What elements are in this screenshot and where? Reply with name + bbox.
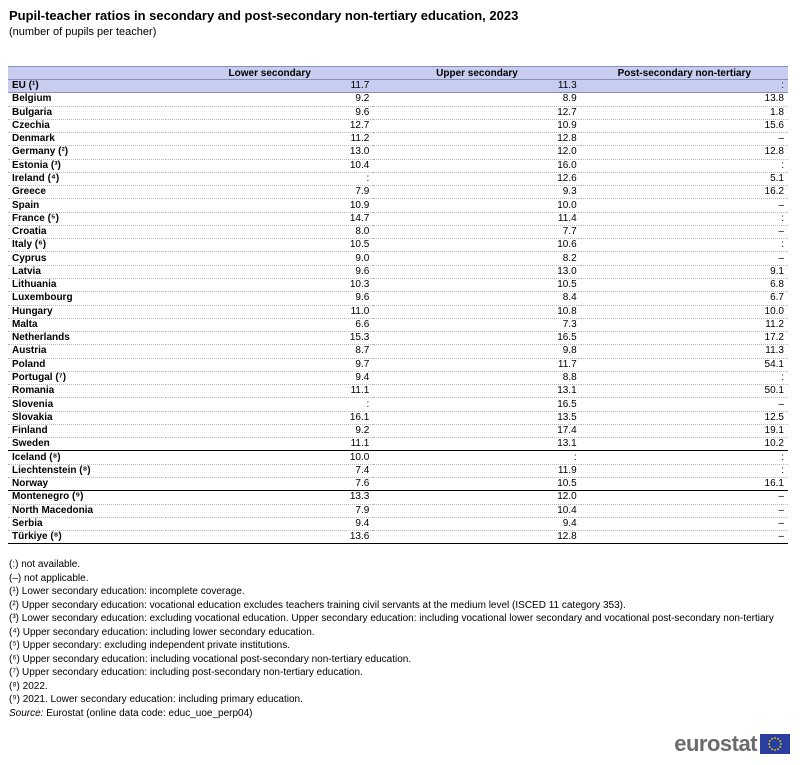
lower-secondary-cell: 12.7	[166, 119, 373, 132]
table-row	[8, 424, 788, 437]
upper-secondary-cell: 10.0	[373, 199, 580, 212]
country-cell: Malta	[8, 318, 166, 331]
country-cell: Sweden	[8, 438, 166, 451]
table-row	[8, 438, 788, 451]
lower-secondary-cell: 9.6	[166, 106, 373, 119]
upper-secondary-cell: 13.5	[373, 411, 580, 424]
upper-secondary-cell: 16.5	[373, 332, 580, 345]
flag-star	[774, 749, 776, 751]
table-row	[8, 385, 788, 398]
post-secondary-cell: 16.1	[581, 477, 788, 490]
country-cell: Romania	[8, 385, 166, 398]
header-upper-secondary: Upper secondary	[373, 67, 580, 80]
post-secondary-cell: 13.8	[581, 93, 788, 106]
post-secondary-cell: 5.1	[581, 172, 788, 185]
country-cell: Bulgaria	[8, 106, 166, 119]
country-cell: Netherlands	[8, 332, 166, 345]
table-row	[8, 106, 788, 119]
post-secondary-cell: :	[581, 80, 788, 93]
country-cell: Liechtenstein (⁸)	[8, 464, 166, 477]
footnote: (¹) Lower secondary education: incomplete coverage.	[9, 586, 245, 597]
lower-secondary-cell: 13.0	[166, 146, 373, 159]
table-row	[8, 305, 788, 318]
country-cell: Finland	[8, 424, 166, 437]
table-row	[8, 80, 788, 93]
data-table	[8, 66, 788, 544]
table-header-row	[8, 67, 788, 80]
flag-star	[779, 746, 781, 748]
table-row	[8, 464, 788, 477]
post-secondary-cell: 1.8	[581, 106, 788, 119]
footnote: (:) not available.	[9, 559, 81, 570]
lower-secondary-cell: 10.9	[166, 199, 373, 212]
post-secondary-cell: –	[581, 491, 788, 504]
post-secondary-cell: :	[581, 239, 788, 252]
flag-star	[771, 748, 773, 750]
lower-secondary-cell: :	[166, 172, 373, 185]
flag-star	[769, 746, 771, 748]
lower-secondary-cell: 11.1	[166, 385, 373, 398]
country-cell: Serbia	[8, 517, 166, 530]
table-row	[8, 504, 788, 517]
upper-secondary-cell: 12.7	[373, 106, 580, 119]
table-row	[8, 133, 788, 146]
footnote: (–) not applicable.	[9, 572, 89, 584]
source-text: Eurostat (online data code: educ_uoe_perp04)	[43, 707, 253, 719]
country-cell: Greece	[8, 186, 166, 199]
lower-secondary-cell: 9.2	[166, 93, 373, 106]
flag-star	[774, 737, 776, 739]
table-row	[8, 172, 788, 185]
country-cell: Türkiye (⁸)	[8, 531, 166, 544]
post-secondary-cell: :	[581, 451, 788, 464]
post-secondary-cell: –	[581, 398, 788, 411]
upper-secondary-cell: 13.0	[373, 265, 580, 278]
upper-secondary-cell: 8.9	[373, 93, 580, 106]
post-secondary-cell: 10.2	[581, 438, 788, 451]
lower-secondary-cell: 11.7	[166, 80, 373, 93]
table-row	[8, 212, 788, 225]
post-secondary-cell: –	[581, 517, 788, 530]
country-cell: Italy (⁶)	[8, 239, 166, 252]
post-secondary-cell: 11.2	[581, 318, 788, 331]
upper-secondary-cell: 12.0	[373, 146, 580, 159]
post-secondary-cell: :	[581, 212, 788, 225]
upper-secondary-cell: 8.4	[373, 292, 580, 305]
upper-secondary-cell: 10.8	[373, 305, 580, 318]
lower-secondary-cell: 9.7	[166, 358, 373, 371]
country-cell: Montenegro (⁹)	[8, 491, 166, 504]
post-secondary-cell: –	[581, 504, 788, 517]
table-row	[8, 451, 788, 464]
header-country	[8, 67, 166, 80]
table-row	[8, 159, 788, 172]
header-post-secondary: Post-secondary non-tertiary	[581, 67, 788, 80]
footnote: (³) Lower secondary education: excluding vocational education. Upper secondary education: including vocational lower secondary and vocational post-secondary non-tertiary	[9, 613, 774, 624]
table-row	[8, 93, 788, 106]
eu-flag-icon	[760, 734, 790, 754]
footnote: (⁶) Upper secondary education: including vocational post-secondary non-tertiary education.	[9, 653, 412, 665]
upper-secondary-cell: 9.8	[373, 345, 580, 358]
post-secondary-cell: 17.2	[581, 332, 788, 345]
country-cell: Croatia	[8, 225, 166, 238]
upper-secondary-cell: 7.7	[373, 225, 580, 238]
country-cell: Lithuania	[8, 278, 166, 291]
table-row	[8, 225, 788, 238]
lower-secondary-cell: 11.0	[166, 305, 373, 318]
lower-secondary-cell: 10.0	[166, 451, 373, 464]
table-row	[8, 278, 788, 291]
post-secondary-cell: 54.1	[581, 358, 788, 371]
post-secondary-cell: 11.3	[581, 345, 788, 358]
logo-text: eurostat	[674, 731, 757, 756]
country-cell: Belgium	[8, 93, 166, 106]
upper-secondary-cell: 12.6	[373, 172, 580, 185]
country-cell: Luxembourg	[8, 292, 166, 305]
table-row	[8, 119, 788, 132]
table-row	[8, 186, 788, 199]
table-row	[8, 146, 788, 159]
flag-star	[771, 738, 773, 740]
country-cell: Latvia	[8, 265, 166, 278]
lower-secondary-cell: 10.3	[166, 278, 373, 291]
lower-secondary-cell: 9.6	[166, 265, 373, 278]
post-secondary-cell: :	[581, 371, 788, 384]
upper-secondary-cell: 8.8	[373, 371, 580, 384]
upper-secondary-cell: 10.4	[373, 504, 580, 517]
table-row	[8, 252, 788, 265]
country-cell: Germany (²)	[8, 146, 166, 159]
lower-secondary-cell: 8.0	[166, 225, 373, 238]
table-row	[8, 292, 788, 305]
lower-secondary-cell: 16.1	[166, 411, 373, 424]
post-secondary-cell: 9.1	[581, 265, 788, 278]
eurostat-logo	[674, 731, 790, 757]
table-row	[8, 358, 788, 371]
country-cell: Denmark	[8, 133, 166, 146]
post-secondary-cell: 50.1	[581, 385, 788, 398]
country-cell: Slovenia	[8, 398, 166, 411]
lower-secondary-cell: 7.4	[166, 464, 373, 477]
table-row	[8, 332, 788, 345]
table-row	[8, 491, 788, 504]
country-cell: Iceland (⁸)	[8, 451, 166, 464]
table-row	[8, 318, 788, 331]
post-secondary-cell: :	[581, 464, 788, 477]
source-label: Source:	[9, 707, 44, 719]
lower-secondary-cell: 8.7	[166, 345, 373, 358]
lower-secondary-cell: 13.6	[166, 531, 373, 544]
lower-secondary-cell: 11.2	[166, 133, 373, 146]
country-cell: EU (¹)	[8, 80, 166, 93]
source-line	[9, 707, 774, 721]
country-cell: Hungary	[8, 305, 166, 318]
lower-secondary-cell: 15.3	[166, 332, 373, 345]
upper-secondary-cell: 16.5	[373, 398, 580, 411]
page-title: Pupil-teacher ratios in secondary and post-secondary non-tertiary education, 2023	[9, 8, 519, 23]
lower-secondary-cell: 10.4	[166, 159, 373, 172]
lower-secondary-cell: 7.9	[166, 186, 373, 199]
post-secondary-cell: 12.5	[581, 411, 788, 424]
post-secondary-cell: :	[581, 159, 788, 172]
upper-secondary-cell: 12.8	[373, 133, 580, 146]
footnote: (⁷) Upper secondary education: including post-secondary non-tertiary education.	[9, 667, 363, 678]
post-secondary-cell: 10.0	[581, 305, 788, 318]
post-secondary-cell: 16.2	[581, 186, 788, 199]
table-row	[8, 371, 788, 384]
upper-secondary-cell: 10.9	[373, 119, 580, 132]
lower-secondary-cell: 14.7	[166, 212, 373, 225]
footnotes	[9, 558, 774, 720]
lower-secondary-cell: 9.0	[166, 252, 373, 265]
table-row	[8, 199, 788, 212]
post-secondary-cell: –	[581, 252, 788, 265]
upper-secondary-cell: 11.3	[373, 80, 580, 93]
table-row	[8, 398, 788, 411]
flag-star	[779, 740, 781, 742]
post-secondary-cell: –	[581, 133, 788, 146]
upper-secondary-cell: 12.0	[373, 491, 580, 504]
lower-secondary-cell: 13.3	[166, 491, 373, 504]
lower-secondary-cell: 9.6	[166, 292, 373, 305]
footnote: (⁵) Upper secondary: excluding independent private institutions.	[9, 640, 290, 651]
header-lower-secondary: Lower secondary	[166, 67, 373, 80]
lower-secondary-cell: 9.4	[166, 517, 373, 530]
flag-star	[777, 748, 779, 750]
country-cell: Ireland (⁴)	[8, 172, 166, 185]
table-row	[8, 345, 788, 358]
upper-secondary-cell: 11.7	[373, 358, 580, 371]
lower-secondary-cell: 11.1	[166, 438, 373, 451]
table-row	[8, 477, 788, 490]
table-body	[8, 80, 788, 544]
country-cell: Cyprus	[8, 252, 166, 265]
post-secondary-cell: 6.8	[581, 278, 788, 291]
post-secondary-cell: –	[581, 225, 788, 238]
upper-secondary-cell: :	[373, 451, 580, 464]
upper-secondary-cell: 10.5	[373, 477, 580, 490]
post-secondary-cell: 15.6	[581, 119, 788, 132]
post-secondary-cell: 12.8	[581, 146, 788, 159]
flag-star	[769, 740, 771, 742]
upper-secondary-cell: 9.4	[373, 517, 580, 530]
country-cell: Norway	[8, 477, 166, 490]
upper-secondary-cell: 13.1	[373, 385, 580, 398]
lower-secondary-cell: 7.6	[166, 477, 373, 490]
post-secondary-cell: 19.1	[581, 424, 788, 437]
table-row	[8, 517, 788, 530]
country-cell: Poland	[8, 358, 166, 371]
table-row	[8, 239, 788, 252]
table-row	[8, 411, 788, 424]
country-cell: Austria	[8, 345, 166, 358]
post-secondary-cell: 6.7	[581, 292, 788, 305]
upper-secondary-cell: 16.0	[373, 159, 580, 172]
footnote: (²) Upper secondary education: vocational education excludes teachers training civil servants at the medium level (ISCED 11 category 353).	[9, 599, 626, 611]
upper-secondary-cell: 13.1	[373, 438, 580, 451]
country-cell: Slovakia	[8, 411, 166, 424]
upper-secondary-cell: 8.2	[373, 252, 580, 265]
lower-secondary-cell: 7.9	[166, 504, 373, 517]
lower-secondary-cell: :	[166, 398, 373, 411]
table-row	[8, 531, 788, 544]
lower-secondary-cell: 9.2	[166, 424, 373, 437]
upper-secondary-cell: 11.9	[373, 464, 580, 477]
upper-secondary-cell: 7.3	[373, 318, 580, 331]
flag-star	[768, 743, 770, 745]
page-subtitle: (number of pupils per teacher)	[9, 26, 157, 38]
upper-secondary-cell: 10.6	[373, 239, 580, 252]
flag-star	[780, 743, 782, 745]
country-cell: North Macedonia	[8, 504, 166, 517]
flag-star	[777, 738, 779, 740]
footnote: (⁹) 2021. Lower secondary education: including primary education.	[9, 694, 303, 705]
upper-secondary-cell: 10.5	[373, 278, 580, 291]
lower-secondary-cell: 6.6	[166, 318, 373, 331]
country-cell: France (⁵)	[8, 212, 166, 225]
country-cell: Estonia (³)	[8, 159, 166, 172]
country-cell: Spain	[8, 199, 166, 212]
lower-secondary-cell: 10.5	[166, 239, 373, 252]
upper-secondary-cell: 17.4	[373, 424, 580, 437]
post-secondary-cell: –	[581, 531, 788, 544]
upper-secondary-cell: 9.3	[373, 186, 580, 199]
upper-secondary-cell: 11.4	[373, 212, 580, 225]
post-secondary-cell: –	[581, 199, 788, 212]
table-row	[8, 265, 788, 278]
country-cell: Czechia	[8, 119, 166, 132]
upper-secondary-cell: 12.8	[373, 531, 580, 544]
footnote: (⁴) Upper secondary education: including lower secondary education.	[9, 626, 315, 638]
footnote: (⁸) 2022.	[9, 680, 48, 692]
country-cell: Portugal (⁷)	[8, 371, 166, 384]
lower-secondary-cell: 9.4	[166, 371, 373, 384]
